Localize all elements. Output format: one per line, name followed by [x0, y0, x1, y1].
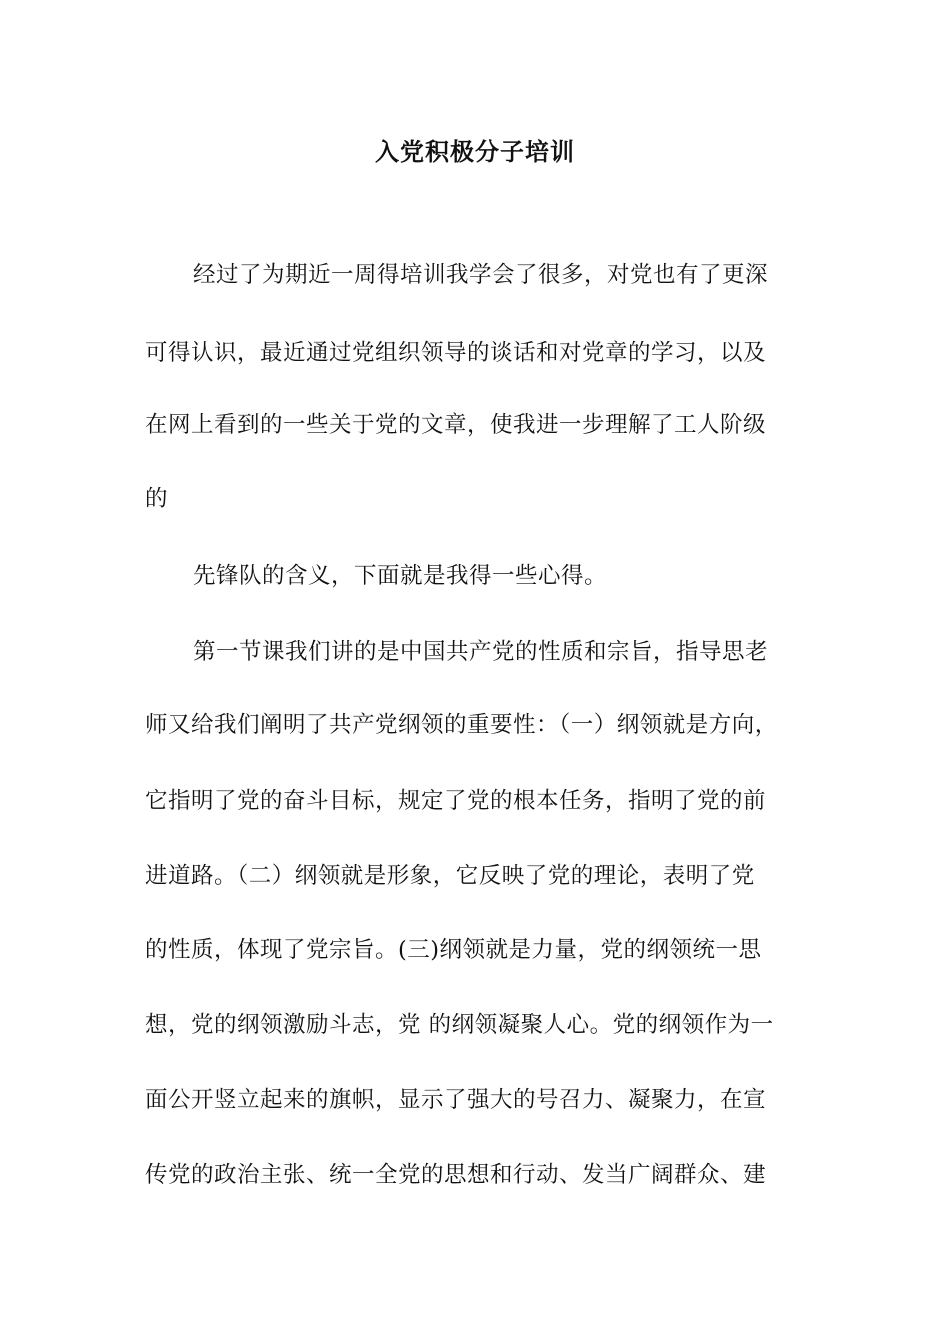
- text-line: 的性质，体现了党宗旨。(三)纲领就是力量，党的纲领统一思: [145, 937, 762, 963]
- text-line: 经过了为期近一周得培训我学会了很多，对党也有了更深: [193, 262, 769, 288]
- document-title: 入党积极分子培训: [375, 137, 575, 166]
- text-line: 可得认识，最近通过党组织领导的谈话和对党章的学习，以及: [145, 340, 767, 366]
- text-line: 传党的政治主张、统一全党的思想和行动、发当广阔群众、建: [145, 1162, 767, 1188]
- text-line: 想，党的纲领激励斗志，党 的纲领凝聚人心。党的纲领作为一: [145, 1012, 774, 1038]
- text-line: 面公开竖立起来的旗帜，显示了强大的号召力、凝聚力，在宣: [145, 1087, 767, 1113]
- text-line: 先锋队的含义，下面就是我得一些心得。: [193, 563, 608, 589]
- text-line: 第一节课我们讲的是中国共产党的性质和宗旨，指导思老: [193, 639, 769, 665]
- text-line: 师又给我们阐明了共产党纲领的重要性：（一）纲领就是方向，: [145, 712, 778, 738]
- text-line: 的: [145, 486, 169, 512]
- text-line: 它指明了党的奋斗目标，规定了党的根本任务，指明了党的前: [145, 788, 767, 814]
- text-line: 进道路。（二）纲领就是形象，它反映了党的理论，表明了党: [145, 863, 755, 889]
- text-line: 在网上看到的一些关于党的文章，使我进一步理解了工人阶级: [145, 412, 767, 438]
